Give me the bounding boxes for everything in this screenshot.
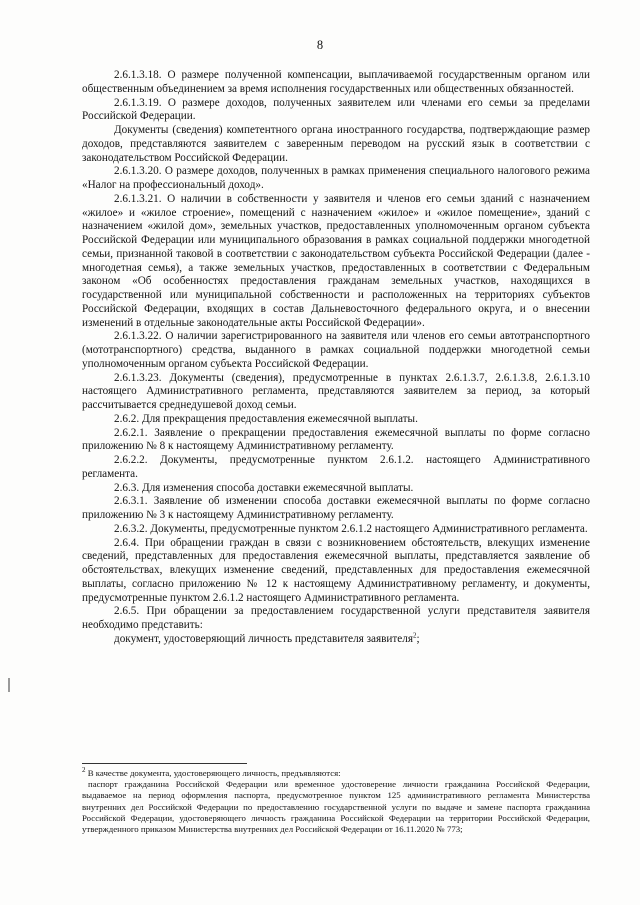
footnote-text: паспорт гражданина Российской Федерации или временное удостоверение личности гражданина Российской Федерации, выдаваемое на период оформления паспорта, предусмотренное пунктом 125 административного регламента Министерства внутренних дел Российской Федерации по предоставлению государственной услуги по выдаче и замене паспорта гражданина Российской Федерации, удостоверяющего личность гражданина Российской Федерации на территории Российской Федерации, утвержденного приказом Министерства внутренних дел Российской Федерации от 16.11.2020 № 773;: [82, 779, 590, 835]
paragraph-foreign-documents: Документы (сведения) компетентного органа иностранного государства, подтверждающие размер доходов, представляются заявителем с заверенным переводом на русский язык в соответствии с законодательством Российской Федерации.: [82, 124, 590, 164]
paragraph-2-6-2: 2.6.2. Для прекращения предоставления ежемесячной выплаты.: [114, 412, 418, 425]
paragraph-2-6-1-3-18: 2.6.1.3.18. О размере полученной компенсации, выплачиваемой государственным органом или общественным объединением за время исполнения государственных или общественных обязанностей.: [82, 69, 590, 95]
paragraph-2-6-3-2: 2.6.3.2. Документы, предусмотренные пунктом 2.6.1.2 настоящего Административного регламента.: [114, 522, 588, 535]
paragraph-2-6-1-3-21: 2.6.1.3.21. О наличии в собственности у заявителя и членов его семьи зданий с назначением «жилое» и «жилое строение», помещений с назначением «жилое» и «жилое помещение», зданий с назначением «жилой дом», земельных участков, предоставленных уполномоченным органом субъекта Российской Федерации или муниципального образования в рамках социальной поддержки многодетной семьи, признанной таковой в соответствии с законодательством субъекта Российской Федерации (далее - многодетная семья), а также земельных участков, предоставленных в соответствии с Федеральным законом «Об особенностях предоставления гражданам земельных участков, находящихся в государственной или муниципальной собственности и расположенных на территориях субъектов Российской Федерации, входящих в состав Дальневосточного федерального округа, и о внесении изменений в отдельные законодательные акты Российской Федерации».: [82, 192, 590, 329]
document-body: [82, 69, 590, 647]
footnote-reference[interactable]: 2: [413, 631, 417, 640]
paragraph-2-6-2-2: 2.6.2.2. Документы, предусмотренные пунктом 2.6.1.2. настоящего Административного регламента.: [82, 454, 590, 480]
footnotes: [82, 768, 590, 835]
paragraph-2-6-4: 2.6.4. При обращении граждан в связи с возникновением обстоятельств, влекущих изменение сведений, представленных для предоставления ежемесячной выплаты, представляется заявление об обстоятельствах, влекущих изменение сведений, представленных для предоставления ежемесячной выплаты, согласно приложению № 12 к настоящему Административному регламенту, и документы, предусмотренные пунктом 2.6.1.2 настоящего Административного регламента.: [82, 536, 590, 604]
paragraph-2-6-1-3-20: 2.6.1.3.20. О размере доходов, полученных в рамках применения специального налогового режима «Налог на профессиональный доход».: [82, 165, 590, 191]
scan-margin-mark: [8, 678, 10, 692]
paragraph-2-6-1-3-19: 2.6.1.3.19. О размере доходов, полученных заявителем или членами его семьи за пределами Российской Федерации.: [82, 96, 590, 123]
paragraph-2-6-5: 2.6.5. При обращении за предоставлением государственной услуги представителя заявителя необходимо представить:: [82, 605, 590, 631]
footnote-heading: [82, 768, 590, 779]
representative-document-suffix: ;: [416, 632, 420, 645]
paragraph-2-6-3-1: 2.6.3.1. Заявление об изменении способа доставки ежемесячной выплаты по форме согласно приложению № 3 к настоящему Административному регламенту.: [82, 495, 590, 521]
footnote-number: 2: [82, 766, 86, 775]
paragraph-2-6-1-3-23: 2.6.1.3.23. Документы (сведения), предусмотренные в пунктах 2.6.1.3.7, 2.6.1.3.8, 2.6.1.3.10 настоящего Административного регламента, представляются заявителем за период, за который рассчитывается среднедушевой доход семьи.: [82, 371, 590, 411]
paragraph-2-6-2-1: 2.6.2.1. Заявление о прекращении предоставления ежемесячной выплаты по форме согласно приложению № 8 к настоящему Административному регламенту.: [82, 426, 590, 453]
paragraph-2-6-3: 2.6.3. Для изменения способа доставки ежемесячной выплаты.: [114, 481, 414, 494]
paragraph-representative-document: [82, 633, 590, 647]
page-number: 8: [316, 38, 324, 52]
representative-document-text: документ, удостоверяющий личность представителя заявителя: [114, 632, 413, 645]
paragraph-2-6-1-3-22: 2.6.1.3.22. О наличии зарегистрированного на заявителя или членов его семьи автотранспортного (мототранспортного) средства, выданного в рамках социальной поддержки многодетной семьи уполномоченным органом субъекта Российской Федерации.: [82, 330, 590, 370]
footnote-heading-text: В качестве документа, удостоверяющего личность, предъявляются:: [85, 768, 341, 778]
footnote-separator: [82, 763, 247, 764]
